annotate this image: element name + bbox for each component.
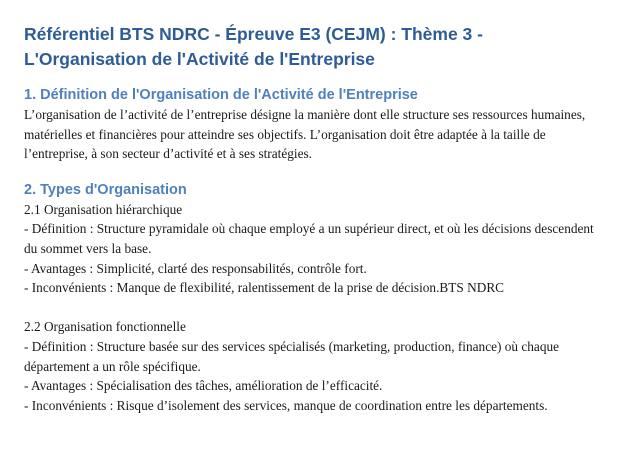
subsection-2-2-advantages: - Avantages : Spécialisation des tâches, amélioration de l’efficacité. bbox=[24, 378, 383, 394]
subsection-2-2-title: 2.2 Organisation fonctionnelle bbox=[24, 319, 186, 335]
subsection-2-1-drawbacks: - Inconvénients : Manque de flexibilité, ralentissement de la prise de décision.BTS NDRC bbox=[24, 280, 505, 296]
paragraph-spacer bbox=[24, 298, 609, 318]
document-title: Référentiel BTS NDRC - Épreuve E3 (CEJM) : Thème 3 - L'Organisation de l'Activité de l'Entreprise bbox=[24, 24, 483, 69]
section-1-heading: 1. Définition de l'Organisation de l'Activité de l'Entreprise bbox=[24, 87, 418, 103]
document-page bbox=[24, 22, 609, 415]
subsection-2-1-definition: - Définition : Structure pyramidale où chaque employé a un supérieur direct, et où les décisions descendent du sommet vers la base. bbox=[24, 221, 594, 256]
section-2-heading: 2. Types d'Organisation bbox=[24, 181, 187, 198]
subsection-2-2-definition: - Définition : Structure basée sur des services spécialisés (marketing, production, finance) où chaque département a un rôle spécifique. bbox=[24, 338, 560, 374]
subsection-2-1-advantages: - Avantages : Simplicité, clarté des responsabilités, contrôle fort. bbox=[24, 260, 367, 276]
subsection-2-2-drawbacks: - Inconvénients : Risque d’isolement des services, manque de coordination entre les départements. bbox=[24, 397, 548, 413]
section-1-body: L’organisation de l’activité de l’entreprise désigne la manière dont elle structure ses ressources humaines, matérielles et financières pour atteindre ses objectifs. L’organisation doit être adaptée à la taille de l’entreprise, à son secteur d’activité et à ses stratégies. bbox=[24, 107, 586, 162]
subsection-2-1-title: 2.1 Organisation hiérarchique bbox=[24, 201, 183, 217]
